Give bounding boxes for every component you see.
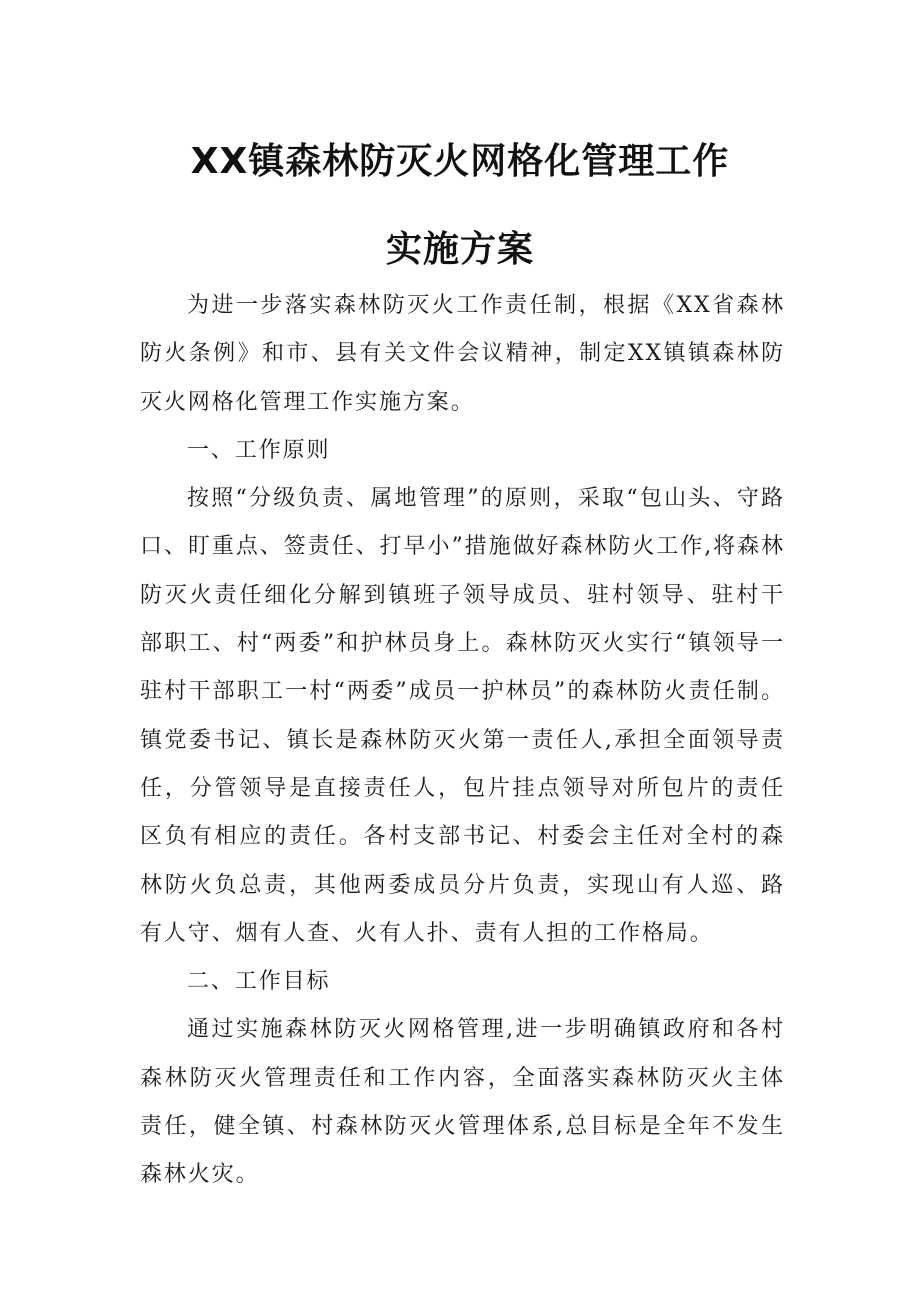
intro-paragraph: 为进一步落实森林防灭火工作责任制，根据《XX省森林防火条例》和市、县有关文件会议精神，制定XX镇镇森林防灭火网格化管理工作实施方案。 bbox=[140, 293, 785, 415]
section-2-paragraph: 通过实施森林防灭火网格管理,进一步明确镇政府和各村森林防灭火管理责任和工作内容，全面落实森林防灭火主体责任，健全镇、村森林防灭火管理体系,总目标是全年不发生森林火灾。 bbox=[140, 1017, 785, 1188]
document-body bbox=[140, 282, 785, 1200]
section-1-paragraph: 按照“分级负责、属地管理”的原则，采取“包山头、守路口、盯重点、签责任、打早小”措施做好森林防火工作,将森林防灭火责任细化分解到镇班子领导成员、驻村领导、驻村干部职工、村“两委”和护林员身上。森林防灭火实行“镇领导一驻村干部职工一村“两委”成员一护林员”的森林防火责任制。镇党委书记、镇长是森林防灭火第一责任人,承担全面领导责任，分管领导是直接责任人，包片挂点领导对所包片的责任区负有相应的责任。各村支部书记、村委会主任对全村的森林防火负总责，其他两委成员分片负责，实现山有人巡、路有人守、烟有人查、火有人扑、责有人担的工作格局。 bbox=[140, 486, 785, 946]
document-title-line-1: XX镇森林防灭火网格化管理工作 bbox=[190, 141, 730, 182]
document-title-line-2: 实施方案 bbox=[385, 229, 534, 270]
section-1-heading: 一、工作原则 bbox=[187, 437, 331, 463]
section-2-heading: 二、工作目标 bbox=[187, 969, 331, 995]
